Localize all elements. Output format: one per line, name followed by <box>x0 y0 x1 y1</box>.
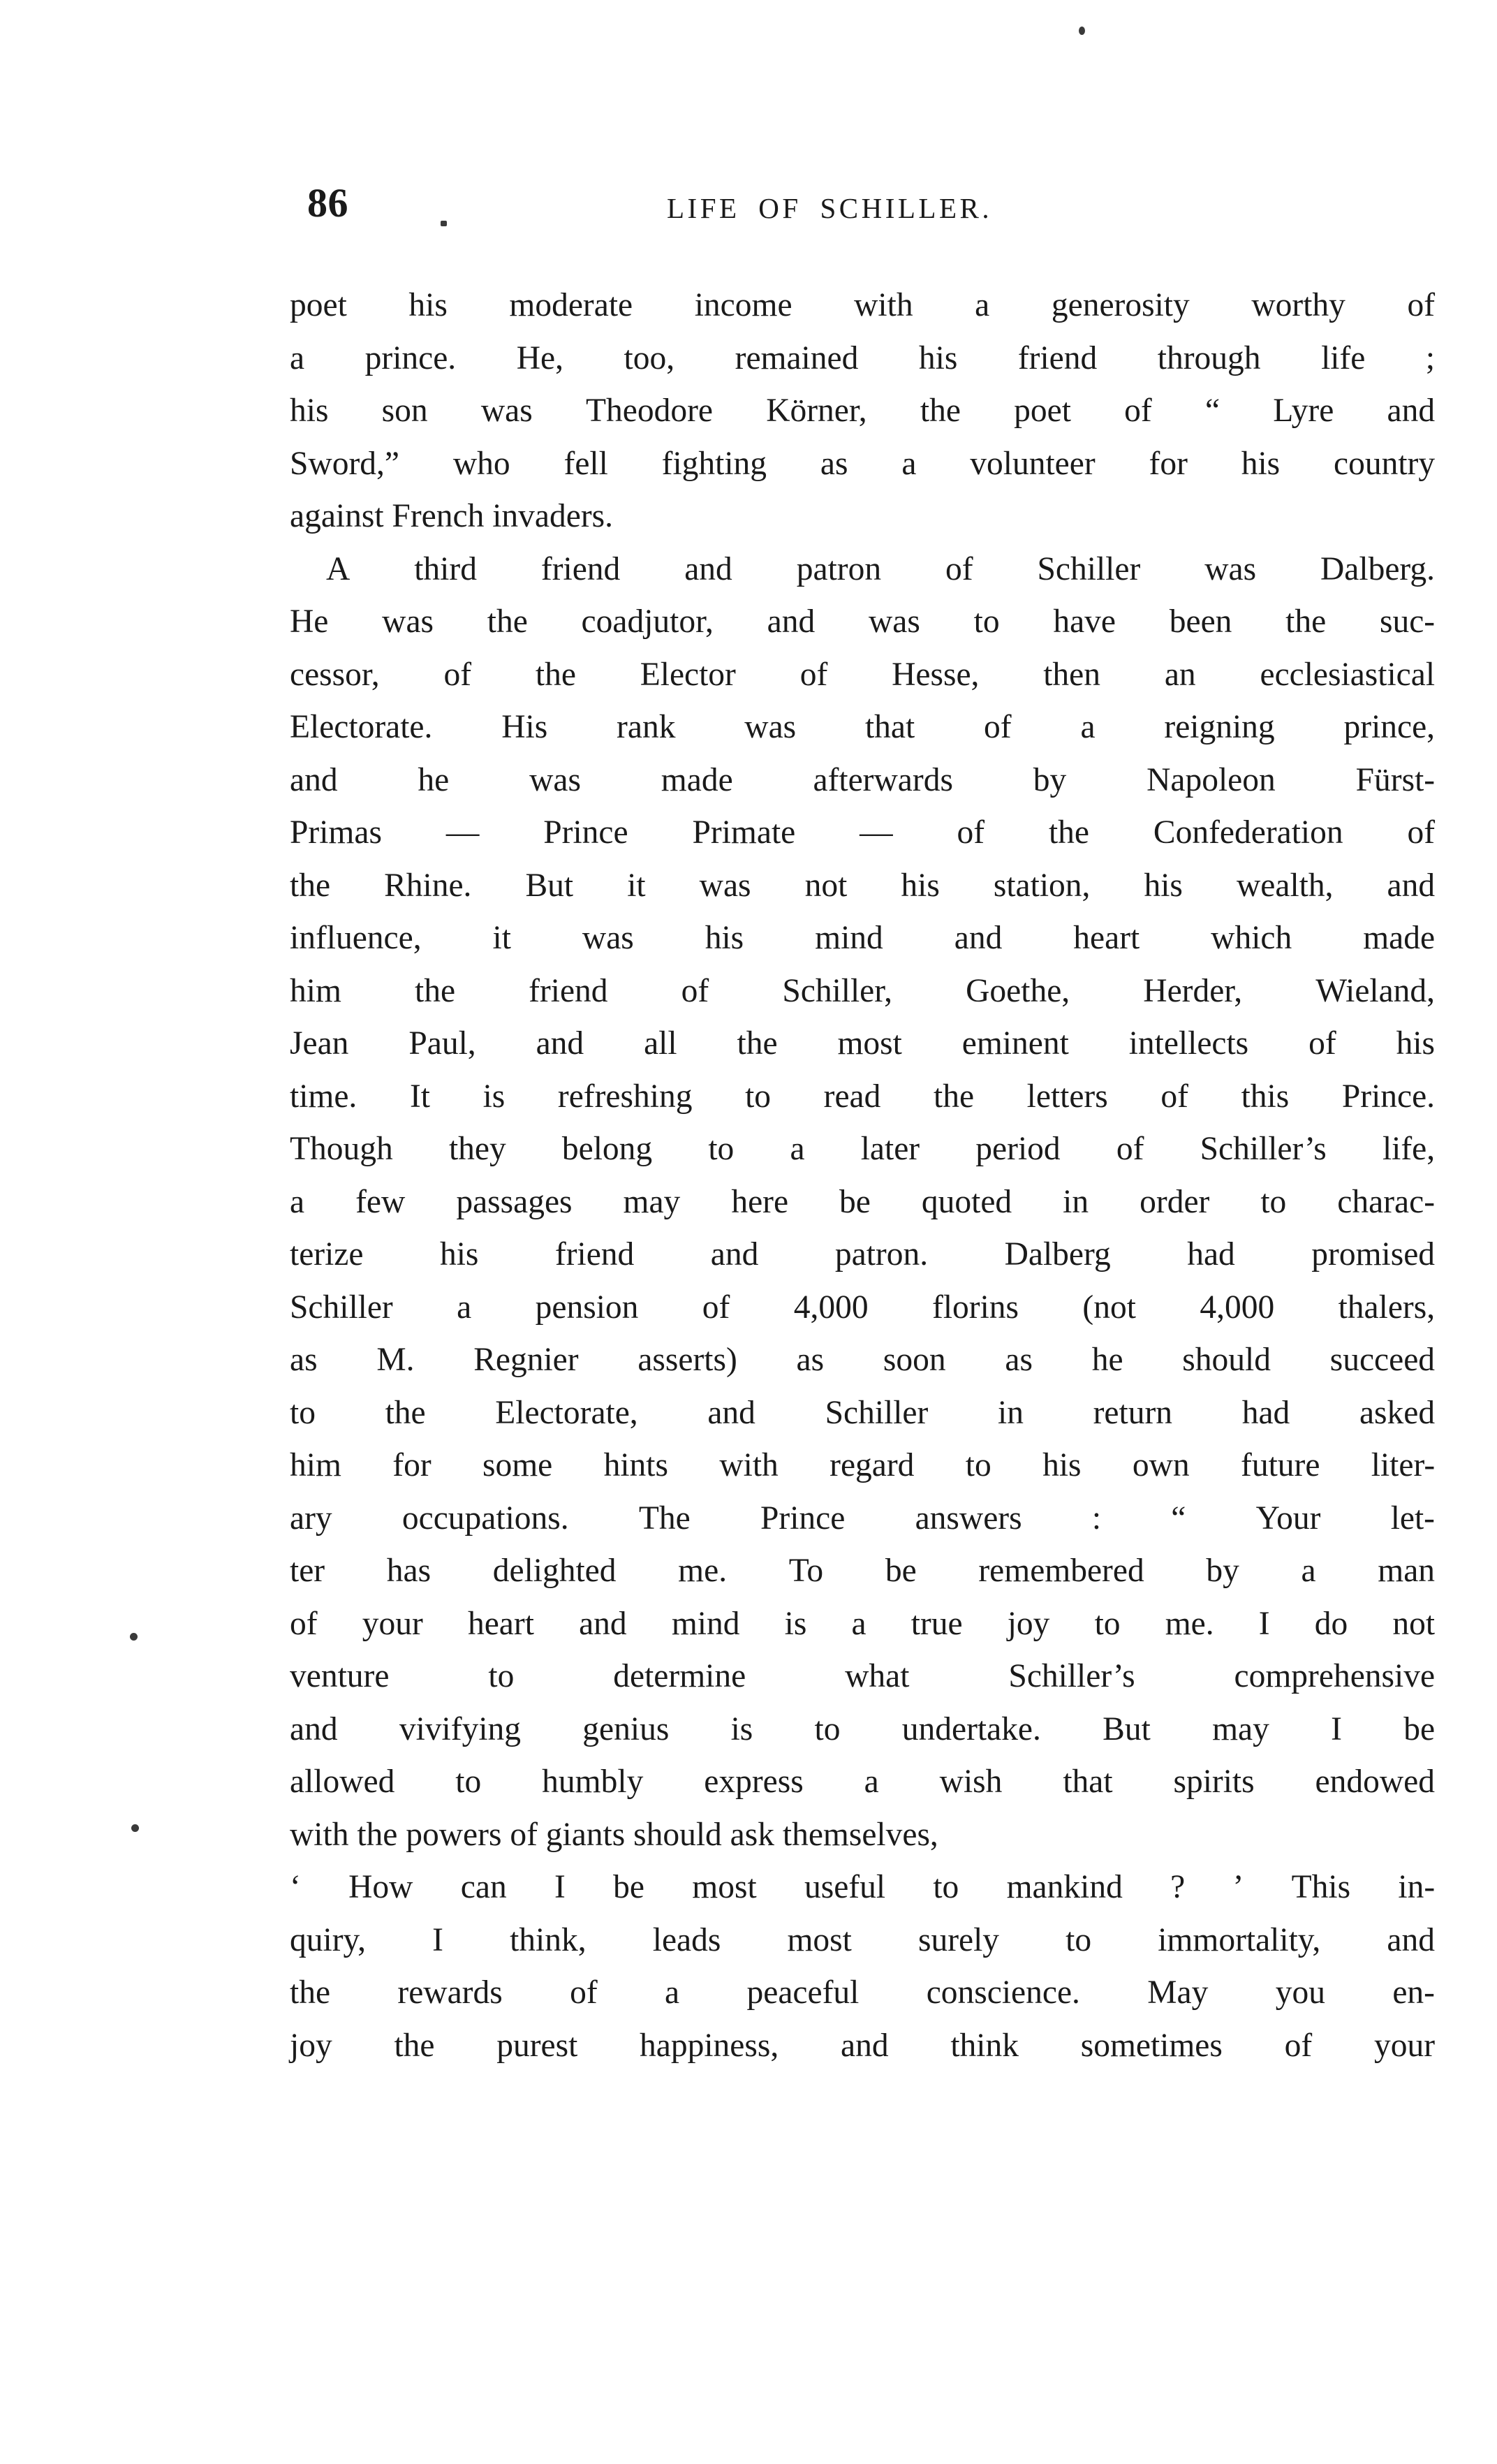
text-line: A third friend and patron of Schiller was Dalberg. <box>326 550 1435 587</box>
scan-speck <box>131 1824 139 1832</box>
text-line: joy the purest happiness, and think sometimes of your <box>290 2027 1436 2064</box>
text-line: Schiller a pension of 4,000 florins (not 4,000 thalers, <box>290 1289 1436 1326</box>
text-line: Sword,” who fell fighting as a volunteer for his country <box>290 445 1436 482</box>
scan-speck <box>130 1633 138 1641</box>
text-line: venture to determine what Schiller’s comprehensive <box>290 1658 1436 1694</box>
text-line: to the Electorate, and Schiller in return had asked <box>290 1394 1436 1431</box>
text-line: Primas — Prince Primate — of the Confederation of <box>290 814 1436 851</box>
text-line: as M. Regnier asserts) as soon as he should succeed <box>290 1342 1436 1378</box>
text-line: and vivifying genius is to undertake. But may I be <box>290 1710 1436 1747</box>
text-line: of your heart and mind is a true joy to me. I do not <box>290 1605 1436 1642</box>
text-line: quiry, I think, leads most surely to immortality, and <box>290 1921 1436 1958</box>
page-body-text <box>290 279 1435 2072</box>
text-line: and he was made afterwards by Napoleon Fürst- <box>290 761 1436 798</box>
text-line: terize his friend and patron. Dalberg had promised <box>290 1236 1436 1273</box>
text-line: the Rhine. But it was not his station, his wealth, and <box>290 867 1436 904</box>
text-line: Electorate. His rank was that of a reigning prince, <box>290 709 1436 745</box>
text-line: He was the coadjutor, and was to have been the suc- <box>290 603 1436 640</box>
text-line: Though they belong to a later period of Schiller’s life, <box>290 1131 1436 1167</box>
text-line: allowed to humbly express a wish that spirits endowed <box>290 1763 1436 1800</box>
page-header <box>0 180 1497 232</box>
text-line: ‘ How can I be most useful to mankind ? ’ This in- <box>290 1869 1436 1905</box>
text-line: him the friend of Schiller, Goethe, Herder, Wieland, <box>290 972 1436 1009</box>
text-line: poet his moderate income with a generosity worthy of <box>290 287 1436 323</box>
text-line: ter has delighted me. To be remembered by a man <box>290 1553 1436 1589</box>
text-line: the rewards of a peaceful conscience. May you en- <box>290 1974 1435 2011</box>
text-line: time. It is refreshing to read the letters of this Prince. <box>290 1078 1436 1115</box>
text-line: a few passages may here be quoted in order to charac- <box>290 1183 1436 1220</box>
text-line: ary occupations. The Prince answers : “ Your let- <box>290 1499 1435 1537</box>
text-line: a prince. He, too, remained his friend through life ; <box>290 339 1436 376</box>
text-line: against French invaders. <box>290 498 613 534</box>
text-line: his son was Theodore Körner, the poet of “ Lyre and <box>290 393 1436 429</box>
text-line: with the powers of giants should ask themselves, <box>290 1816 938 1853</box>
text-line: him for some hints with regard to his own future liter- <box>290 1447 1436 1483</box>
page-number: 86 <box>307 180 348 226</box>
text-line: cessor, of the Elector of Hesse, then an ecclesiastical <box>290 656 1436 693</box>
scan-speck <box>1079 27 1085 35</box>
text-line: Jean Paul, and all the most eminent intellects of his <box>290 1025 1436 1062</box>
text-line: influence, it was his mind and heart which made <box>290 920 1436 956</box>
running-head: LIFE OF SCHILLER. <box>667 192 993 224</box>
